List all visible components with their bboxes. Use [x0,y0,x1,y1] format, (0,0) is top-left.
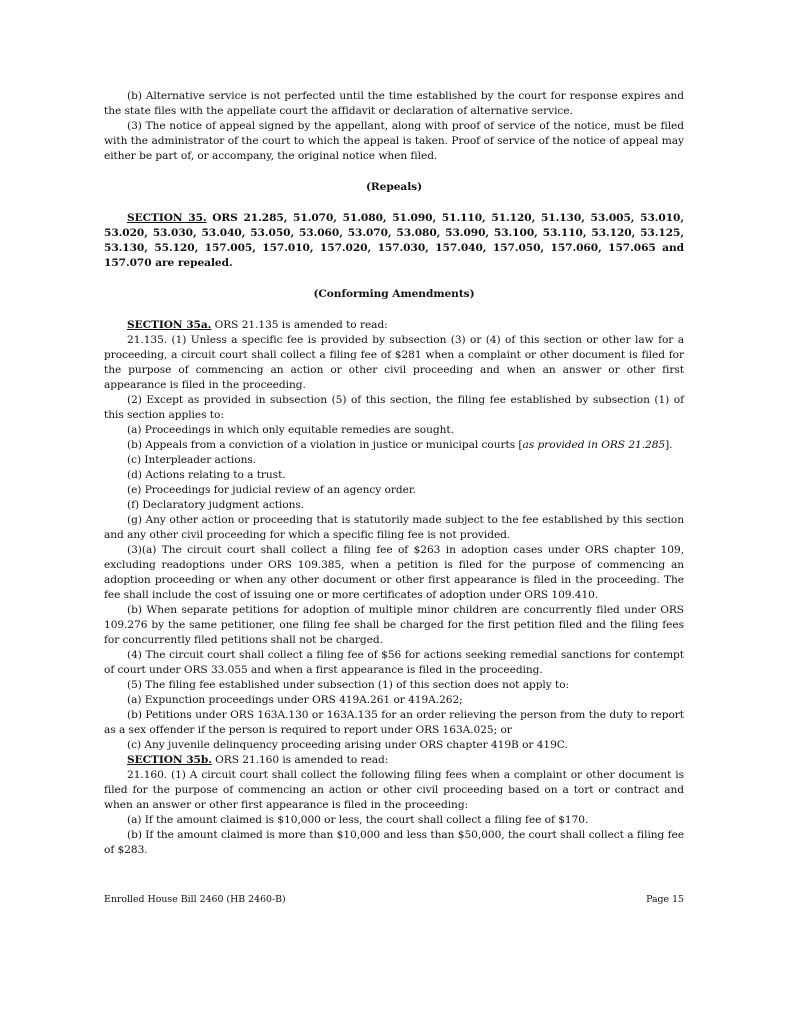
section-35b [104,753,684,768]
section-35 [104,211,684,271]
section-35a-label: SECTION 35a. [127,319,212,331]
paragraph: 21.135. (1) Unless a specific fee is provided by subsection (3) or (4) of this section or other law for a proceeding, a circuit court shall collect a filing fee of $281 when a complaint or other document is filed for the purpose of commencing an action or other civil proceeding and when an answer or other first appearance is filed in the proceeding. [104,334,684,391]
list-item-text-end: ]. [665,439,673,451]
page-footer [104,893,684,906]
paragraph: (b) Alternative service is not perfected until the time established by the court for response expires and the state files with the appellate court the affidavit or declaration of alternative service. [104,90,684,117]
paragraph: (3)(a) The circuit court shall collect a filing fee of $263 in adoption cases under ORS chapter 109, excluding readoptions under ORS 109.385, when a petition is filed for the purpose of commencing an adoption proceeding or when any other document or other first appearance is filed in the proceeding. The fee shall include the cost of issuing one or more certificates of adoption under ORS 109.410. [104,544,684,601]
section-heading-conforming: (Conforming Amendments) [313,288,475,300]
list-item: (f) Declaratory judgment actions. [127,499,305,511]
section-35a-text: ORS 21.135 is amended to read: [214,319,388,331]
footer-bill-title: Enrolled House Bill 2460 (HB 2460-B) [104,894,286,905]
paragraph: 21.160. (1) A circuit court shall collect the following filing fees when a complaint or other document is filed for the purpose of commencing an action or other civil proceeding based on a tort or contract and when an answer or other first appearance is filed in the proceeding: [104,769,684,811]
paragraph: (5) The filing fee established under subsection (1) of this section does not apply to: [127,679,570,691]
list-item: (b) If the amount claimed is more than $10,000 and less than $50,000, the court shall collect a filing fee of $283. [104,829,684,856]
document-page [104,89,684,858]
list-item: (c) Any juvenile delinquency proceeding arising under ORS chapter 419B or 419C. [127,739,568,751]
section-35b-label: SECTION 35b. [127,754,212,766]
section-35-label: SECTION 35. [127,212,207,224]
paragraph: (b) When separate petitions for adoption of multiple minor children are concurrently filed under ORS 109.276 by the same petitioner, one filing fee shall be charged for the first petition filed and the filing fees for concurrently filed petitions shall not be charged. [104,604,684,646]
list-item [104,438,684,453]
section-35a [104,318,684,333]
paragraph: (4) The circuit court shall collect a filing fee of $56 for actions seeking remedial sanctions for contempt of court under ORS 33.055 and when a first appearance is filed in the proceeding. [104,649,684,676]
list-item: (c) Interpleader actions. [127,454,257,466]
section-heading-repeals: (Repeals) [365,181,423,193]
list-item: (b) Petitions under ORS 163A.130 or 163A.135 for an order relieving the person from the duty to report as a sex offender if the person is required to report under ORS 163A.025; or [104,709,684,736]
list-item-italic-text: as provided in ORS 21.285 [522,439,666,451]
paragraph: (3) The notice of appeal signed by the appellant, along with proof of service of the notice, must be filed with the administrator of the court to which the appeal is taken. Proof of service of the notice of appeal may either be part of, or accompany, the original notice when filed. [104,120,684,162]
list-item: (d) Actions relating to a trust. [127,469,286,481]
list-item: (e) Proceedings for judicial review of an agency order. [127,484,416,496]
paragraph: (2) Except as provided in subsection (5) of this section, the filing fee established by subsection (1) of this section applies to: [104,394,684,421]
section-35-text: ORS 21.285, 51.070, 51.080, 51.090, 51.110, 51.120, 51.130, 53.005, 53.010, 53.020, 53.030, 53.040, 53.050, 53.060, 53.070, 53.080, 53.090, 53.100, 53.110, 53.120, 53.125, 53.130, 55.120, 157.005, 157.010, 157.020, 157.030, 157.040, 157.050, 157.060, 157.065 and 157.070 are repealed. [104,212,685,269]
list-item: (a) Proceedings in which only equitable remedies are sought. [127,424,454,436]
footer-page-number: Page 15 [646,894,684,905]
list-item: (a) If the amount claimed is $10,000 or less, the court shall collect a filing fee of $170. [127,814,589,826]
list-item: (g) Any other action or proceeding that is statutorily made subject to the fee established by this section and any other civil proceeding for which a specific filing fee is not provided. [104,514,684,541]
list-item: (a) Expunction proceedings under ORS 419A.261 or 419A.262; [127,694,463,706]
section-35b-text: ORS 21.160 is amended to read: [215,754,389,766]
list-item-text: (b) Appeals from a conviction of a violation in justice or municipal courts [ [127,439,523,451]
